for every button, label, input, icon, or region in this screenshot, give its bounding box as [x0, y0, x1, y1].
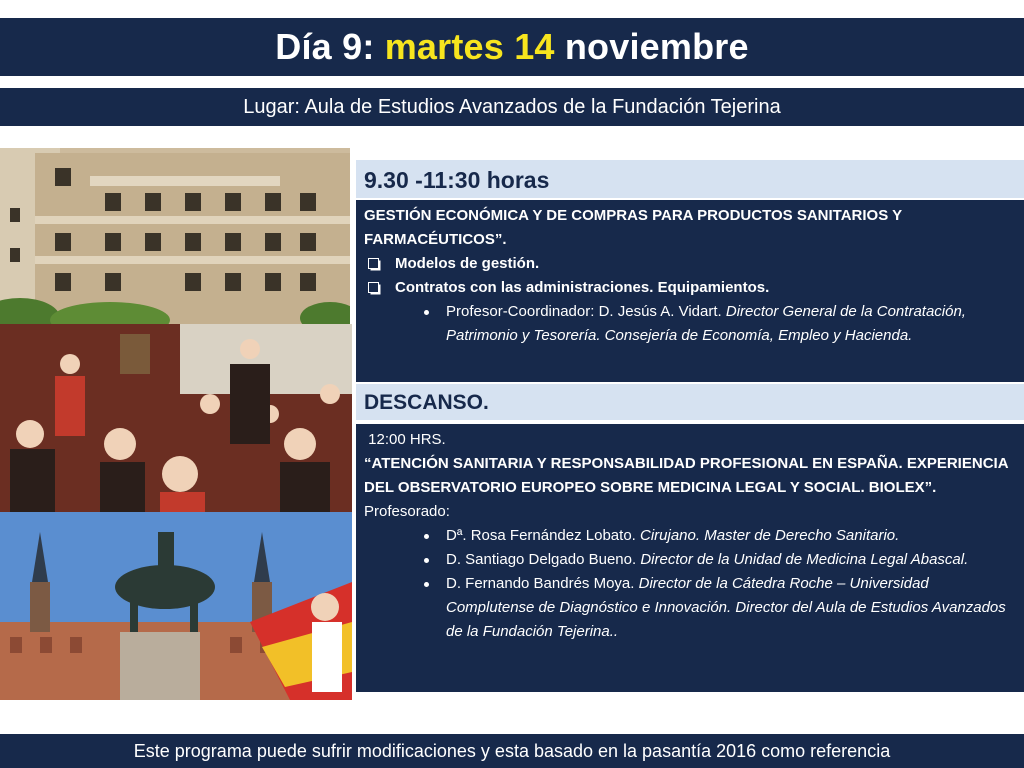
session2-title: “ATENCIÓN SANITARIA Y RESPONSABILIDAD PROFESIONAL EN ESPAÑA. EXPERIENCIA DEL OBSERVATORIO EUROPEO SOBRE MEDICINA LEGAL Y SOCIAL. BIOLEX”. — [364, 455, 1008, 496]
footer-note: Este programa puede sufrir modificaciones y esta basado en la pasantía 2016 como referencia — [133, 741, 891, 761]
location-bar — [0, 88, 1024, 126]
coordinator-name: Profesor-Coordinador: D. Jesús A. Vidart. — [446, 303, 726, 320]
session2-panel — [356, 424, 1024, 692]
session1-panel — [356, 200, 1024, 382]
title-date-highlight: martes 14 — [384, 26, 555, 67]
title-bar — [0, 18, 1024, 76]
session1-title: GESTIÓN ECONÓMICA Y DE COMPRAS PARA PRODUCTOS SANITARIOS Y FARMACÉUTICOS”. — [364, 207, 902, 248]
session1-item-text: Modelos de gestión. — [395, 255, 540, 272]
faculty-item — [364, 572, 1014, 644]
faculty-item — [364, 524, 1014, 548]
session2-time: 12:00 HRS. — [364, 431, 446, 448]
bullet-dot-icon — [424, 558, 429, 563]
faculty-label: Profesorado: — [364, 503, 450, 520]
building-photo — [0, 148, 350, 324]
faculty-name: D. Santiago Delgado Bueno. — [446, 551, 641, 568]
coordinator-role: Director General de la Contratación, Patrimonio y Tesorería. Consejería de Economía, Empleo y Hacienda. — [446, 303, 966, 344]
session1-item-text: Contratos con las administraciones. Equipamientos. — [395, 279, 770, 296]
break-label: DESCANSO. — [364, 391, 489, 414]
faculty-item — [364, 548, 1014, 572]
checkbox-bullet-icon — [368, 282, 379, 293]
checkbox-bullet-icon — [368, 258, 379, 269]
plaza-photo — [0, 512, 352, 700]
title-suffix: noviembre — [554, 26, 749, 67]
page-title — [0, 18, 1024, 76]
title-prefix: Día 9: — [275, 26, 385, 67]
location-text: Lugar: Aula de Estudios Avanzados de la Fundación Tejerina — [243, 96, 781, 118]
audience-photo — [0, 324, 352, 512]
faculty-role: Director de la Cátedra Roche – Universidad Complutense de Diagnóstico e Innovación. Director del Aula de Estudios Avanzados de la Fundación Tejerina.. — [446, 575, 1006, 640]
session1-item — [364, 276, 1014, 300]
faculty-role: Director de la Unidad de Medicina Legal Abascal. — [640, 551, 969, 568]
session1-coordinator — [364, 300, 1014, 348]
session1-item — [364, 252, 1014, 276]
bullet-dot-icon — [424, 582, 429, 587]
session1-time-header — [356, 160, 1024, 198]
faculty-name: D. Fernando Bandrés Moya. — [446, 575, 639, 592]
faculty-role: Cirujano. Master de Derecho Sanitario. — [640, 527, 900, 544]
bullet-dot-icon — [424, 310, 429, 315]
faculty-name: Dª. Rosa Fernández Lobato. — [446, 527, 640, 544]
break-header — [356, 384, 1024, 420]
footer-bar — [0, 734, 1024, 768]
session1-time: 9.30 -11:30 horas — [364, 167, 550, 193]
bullet-dot-icon — [424, 534, 429, 539]
